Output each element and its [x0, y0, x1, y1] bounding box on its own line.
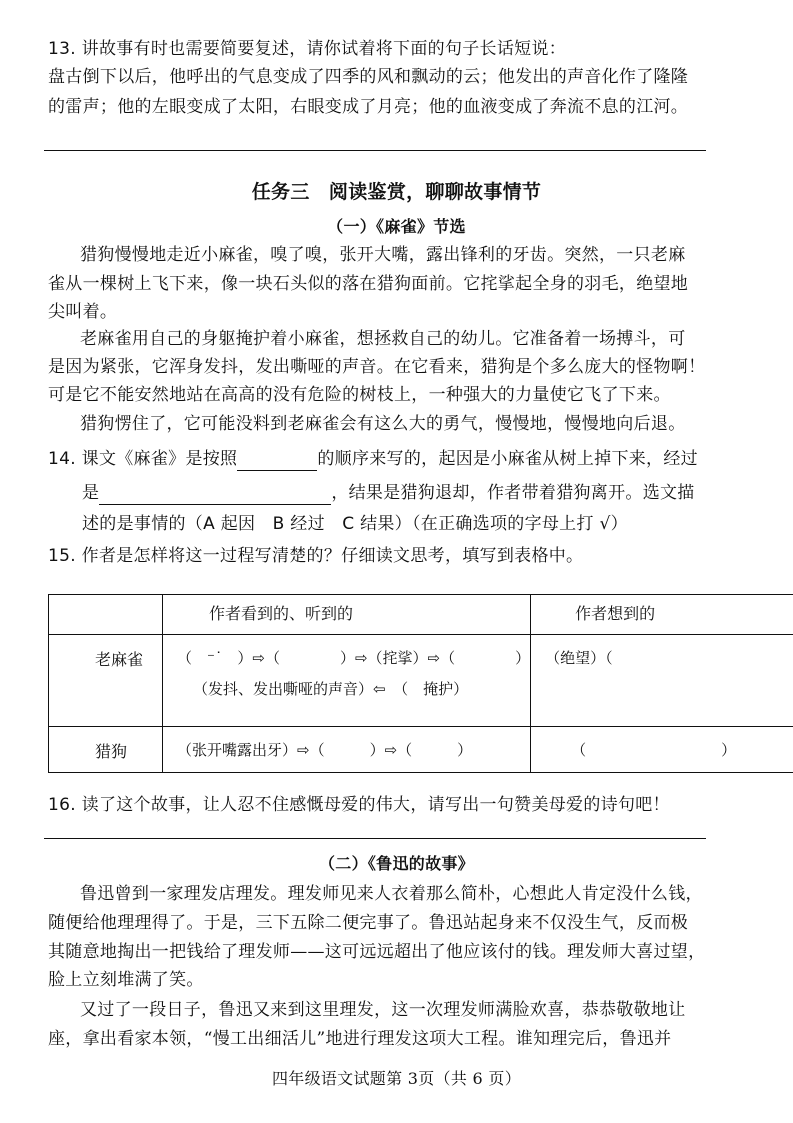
q15-row2-seen-cell[interactable]: [163, 727, 531, 773]
q14-line2: [82, 482, 695, 505]
q15-row1-seen-line2[interactable]: （发抖、发出嘶哑的声音）⇦ （ 掩护）: [193, 680, 469, 698]
q15-row2-label: 猎狗: [95, 742, 128, 761]
q15-row2-thought-cell[interactable]: [531, 727, 793, 773]
q15-row2-thought[interactable]: （ ）: [571, 741, 737, 759]
passage2-line: 脸上立刻堆满了笑。: [48, 970, 204, 990]
q13-question: 13. 讲故事有时也需要简要复述，请你试着将下面的句子长话短说：: [48, 39, 567, 59]
q14-line1: [48, 448, 698, 471]
passage2-line: 随便给他理理得了。于是，三下五除二便完事了。鲁迅站起身来不仅没生气，反而极: [48, 913, 689, 933]
passage2-line: 鲁迅曾到一家理发店理发。理发师见来人衣着那么简朴，心想此人肯定没什么钱，: [80, 884, 703, 904]
q15-header-thought-cell: [531, 595, 793, 635]
passage1-line: 可是它不能安然地站在高高的没有危险的树枝上，一种强大的力量使它飞了下来。: [48, 385, 671, 405]
q14-text-b: 的顺序来写的，起因是小麻雀从树上掉下来，经过: [317, 449, 698, 469]
q15-header-seen: 作者看到的、听到的: [209, 604, 354, 623]
q14-text-d: ，结果是猎狗退却，作者带着猎狗离开。选文描: [331, 483, 695, 503]
q15-row2-label-cell: [49, 727, 163, 773]
passage1-title: （一）《麻雀》节选: [327, 217, 466, 236]
passage2-title: （二）《鲁迅的故事》: [318, 854, 474, 873]
passage1-line: 老麻雀用自己的身躯掩护着小麻雀，想拯救自己的幼儿。它准备着一场搏斗，可: [80, 329, 686, 349]
q14-choice-line[interactable]: 述的是事情的（A 起因 B 经过 C 结果）（在正确选项的字母上打 √）: [82, 514, 628, 534]
q16-question: 16. 读了这个故事，让人忍不住感慨母爱的伟大，请写出一句赞美母爱的诗句吧！: [48, 795, 670, 815]
q15-row1-label-cell: [49, 635, 163, 727]
q15-question: 15. 作者是怎样将这一过程写清楚的？仔细读文思考，填写到表格中。: [48, 546, 584, 566]
q15-row1-seen-cell[interactable]: [163, 635, 531, 727]
q14-text-a: 14. 课文《麻雀》是按照: [48, 449, 238, 469]
passage2-line: 座，拿出看家本领，“慢工出细活儿”地进行理发这项大工程。谁知理完后，鲁迅并: [48, 1029, 672, 1049]
passage1-line: 猎狗愣住了，它可能没料到老麻雀会有这么大的勇气，慢慢地，慢慢地向后退。: [80, 414, 686, 434]
task3-title: 任务三 阅读鉴赏，聊聊故事情节: [251, 181, 542, 203]
q16-answer-line[interactable]: [44, 838, 706, 839]
q15-row1-label: 老麻雀: [95, 650, 144, 669]
passage1-line: 尖叫着。: [48, 302, 118, 322]
q15-row1-thought-cell[interactable]: [531, 635, 793, 727]
q15-row1-seen-line1[interactable]: （ ⁻˙ ）⇨（ ）⇨（挓挲）⇨（ ）: [177, 649, 531, 667]
q13-sentence-line1: 盘古倒下以后，他呼出的气息变成了四季的风和飘动的云；他发出的声音化作了隆隆: [48, 67, 689, 87]
q15-row1-thought[interactable]: （绝望）（: [545, 649, 613, 667]
passage1-line: 是因为紧张，它浑身发抖，发出嘶哑的声音。在它看来，猎狗是个多么庞大的怪物啊！: [48, 357, 706, 377]
passage1-line: 猎狗慢慢地走近小麻雀，嗅了嗅，张开大嘴，露出锋利的牙齿。突然，一只老麻: [80, 245, 686, 265]
q14-blank-process[interactable]: [99, 482, 331, 505]
q15-table: [48, 594, 793, 773]
q15-row2-seen[interactable]: （张开嘴露出牙）⇨（ ）⇨（ ）: [177, 741, 473, 759]
q13-answer-line[interactable]: [44, 150, 706, 151]
q14-text-c: 是: [82, 483, 100, 503]
q15-header-empty: [49, 595, 163, 635]
page-footer: 四年级语文试题第 3页（共 6 页）: [271, 1069, 522, 1088]
q15-header-thought: 作者想到的: [575, 604, 656, 623]
q14-blank-order[interactable]: [237, 448, 317, 471]
passage1-line: 雀从一棵树上飞下来，像一块石头似的落在猎狗面前。它挓挲起全身的羽毛，绝望地: [48, 274, 689, 294]
passage2-line: 又过了一段日子，鲁迅又来到这里理发，这一次理发师满脸欢喜，恭恭敬敬地让: [80, 1000, 686, 1020]
q15-header-seen-cell: [163, 595, 531, 635]
q13-sentence-line2: 的雷声；他的左眼变成了太阳，右眼变成了月亮；他的血液变成了奔流不息的江河。: [48, 97, 689, 117]
passage2-line: 其随意地掏出一把钱给了理发师——这可远远超出了他应该付的钱。理发师大喜过望，: [48, 942, 706, 962]
